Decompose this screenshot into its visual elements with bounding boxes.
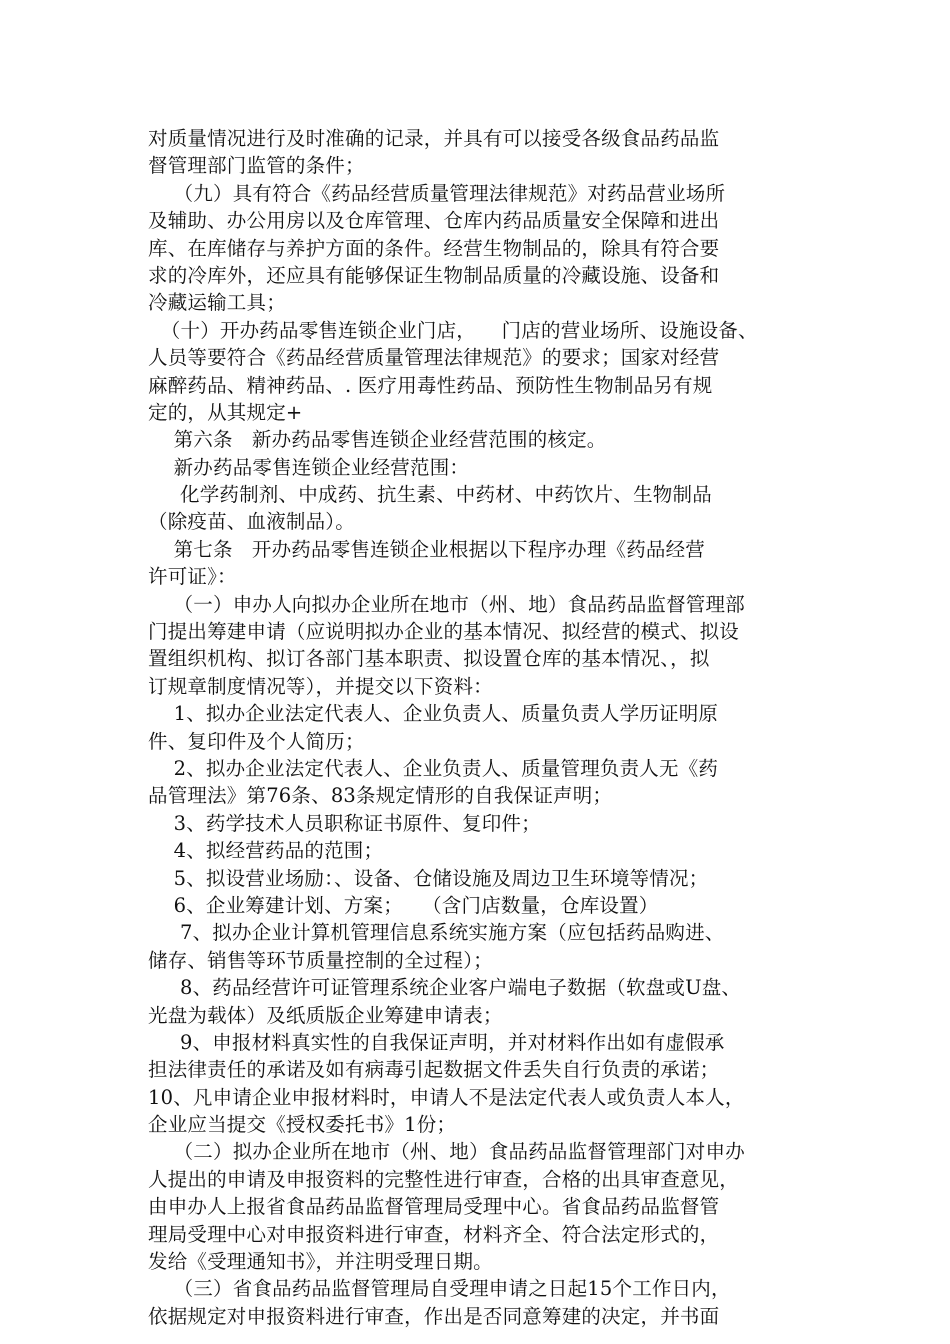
text-line: 门提出筹建申请（应说明拟办企业的基本情况、拟经营的模式、拟设 (148, 620, 740, 644)
text-line: 光盘为载体）及纸质版企业筹建申请表； (148, 1003, 503, 1027)
text-line: 求的冷库外，还应具有能够保证生物制品质量的冷藏设施、设备和 (148, 263, 720, 287)
text-line: （除疫苗、血液制品）。 (148, 510, 355, 534)
text-line: 对质量情况进行及时准确的记录，并具有可以接受各级食品药品监 (148, 127, 720, 150)
text-line: 定的，从其规定+ (148, 400, 303, 424)
text-line: 10、凡申请企业申报材料时，申请人不是法定代表人或负责人本人， (148, 1085, 745, 1109)
text-line: 理局受理中心对申报资料进行审查，材料齐全、符合法定形式的， (148, 1222, 720, 1246)
text-line: 品管理法》第76条、83条规定情形的自我保证声明； (148, 784, 613, 808)
text-line: 新办药品零售连锁企业经营范围： (148, 455, 470, 479)
text-line: 6、企业筹建计划、方案； （含门店数量，仓库设置） (148, 893, 659, 917)
text-line: （九）具有符合《药品经营质量管理法律规范》对药品营业场所 (148, 181, 726, 205)
text-line: 及辅助、办公用房以及仓库管理、仓库内药品质量安全保障和进出 (148, 209, 720, 233)
text-line: 担法律责任的承诺及如有病毒引起数据文件丢失自行负责的承诺； (148, 1058, 720, 1082)
text-line: 督管理部门监管的条件； (148, 154, 365, 178)
text-line: 企业应当提交《授权委托书》1份； (148, 1113, 457, 1137)
text-line: 麻醉药品、精神药品、. 医疗用毒性药品、预防性生物制品另有规 (148, 373, 713, 397)
text-line: 5、拟设营业场励：、设备、仓储设施及周边卫生环境等情况； (148, 866, 709, 890)
text-line: 第七条 开办药品零售连锁企业根据以下程序办理《药品经营 (148, 537, 705, 561)
text-line: 4、拟经营药品的范围； (148, 839, 384, 863)
text-line: 人员等要符合《药品经营质量管理法律规范》的要求；国家对经营 (148, 346, 720, 370)
text-line: 订规章制度情况等），并提交以下资料： (148, 674, 493, 698)
text-line: 7、拟办企业计算机管理信息系统实施方案（应包括药品购进、 (148, 921, 725, 945)
text-line: 许可证》： (148, 565, 237, 589)
text-line: 库、在库储存与养护方面的条件。经营生物制品的，除具有符合要 (148, 236, 720, 260)
text-line: 人提出的申请及申报资料的完整性进行审查，合格的出具审查意见， (148, 1167, 740, 1191)
text-line: 3、药学技术人员职称证书原件、复印件； (148, 811, 541, 835)
text-line: 冷藏运输工具； (148, 291, 286, 315)
text-line: 由申办人上报省食品药品监督管理局受理中心。省食品药品监督管 (148, 1195, 720, 1219)
text-line: （十）开办药品零售连锁企业门店， 门店的营业场所、设施设备、 (148, 318, 758, 342)
text-line: 依据规定对申报资料进行审查，作出是否同意筹建的决定，并书面 (148, 1304, 720, 1328)
text-line: 件、复印件及个人简历； (148, 729, 365, 753)
text-line: （三）省食品药品监督管理局自受理申请之日起15个工作日内， (148, 1277, 731, 1301)
text-line: 1、拟办企业法定代表人、企业负责人、质量负责人学历证明原 (148, 702, 719, 726)
text-line: （二）拟办企业所在地市（州、地）食品药品监督管理部门对申办 (148, 1140, 745, 1164)
text-line: （一）申办人向拟办企业所在地市（州、地）食品药品监督管理部 (148, 592, 745, 616)
text-line: 9、申报材料真实性的自我保证声明，并对材料作出如有虚假承 (148, 1030, 725, 1054)
document-body (148, 125, 820, 1330)
text-line: 8、药品经营许可证管理系统企业客户端电子数据（软盘或U盘、 (148, 976, 742, 1000)
text-line: 储存、销售等环节质量控制的全过程）； (148, 948, 493, 972)
text-line: 化学药制剂、中成药、抗生素、中药材、中药饮片、生物制品 (148, 483, 712, 507)
text-line: 置组织机构、拟订各部门基本职责、拟设置仓库的基本情况、，拟 (148, 647, 710, 671)
text-line: 发给《受理通知书》，并注明受理日期。 (148, 1250, 493, 1274)
text-line: 第六条 新办药品零售连锁企业经营范围的核定。 (148, 428, 607, 452)
text-line: 2、拟办企业法定代表人、企业负责人、质量管理负责人无《药 (148, 756, 719, 780)
